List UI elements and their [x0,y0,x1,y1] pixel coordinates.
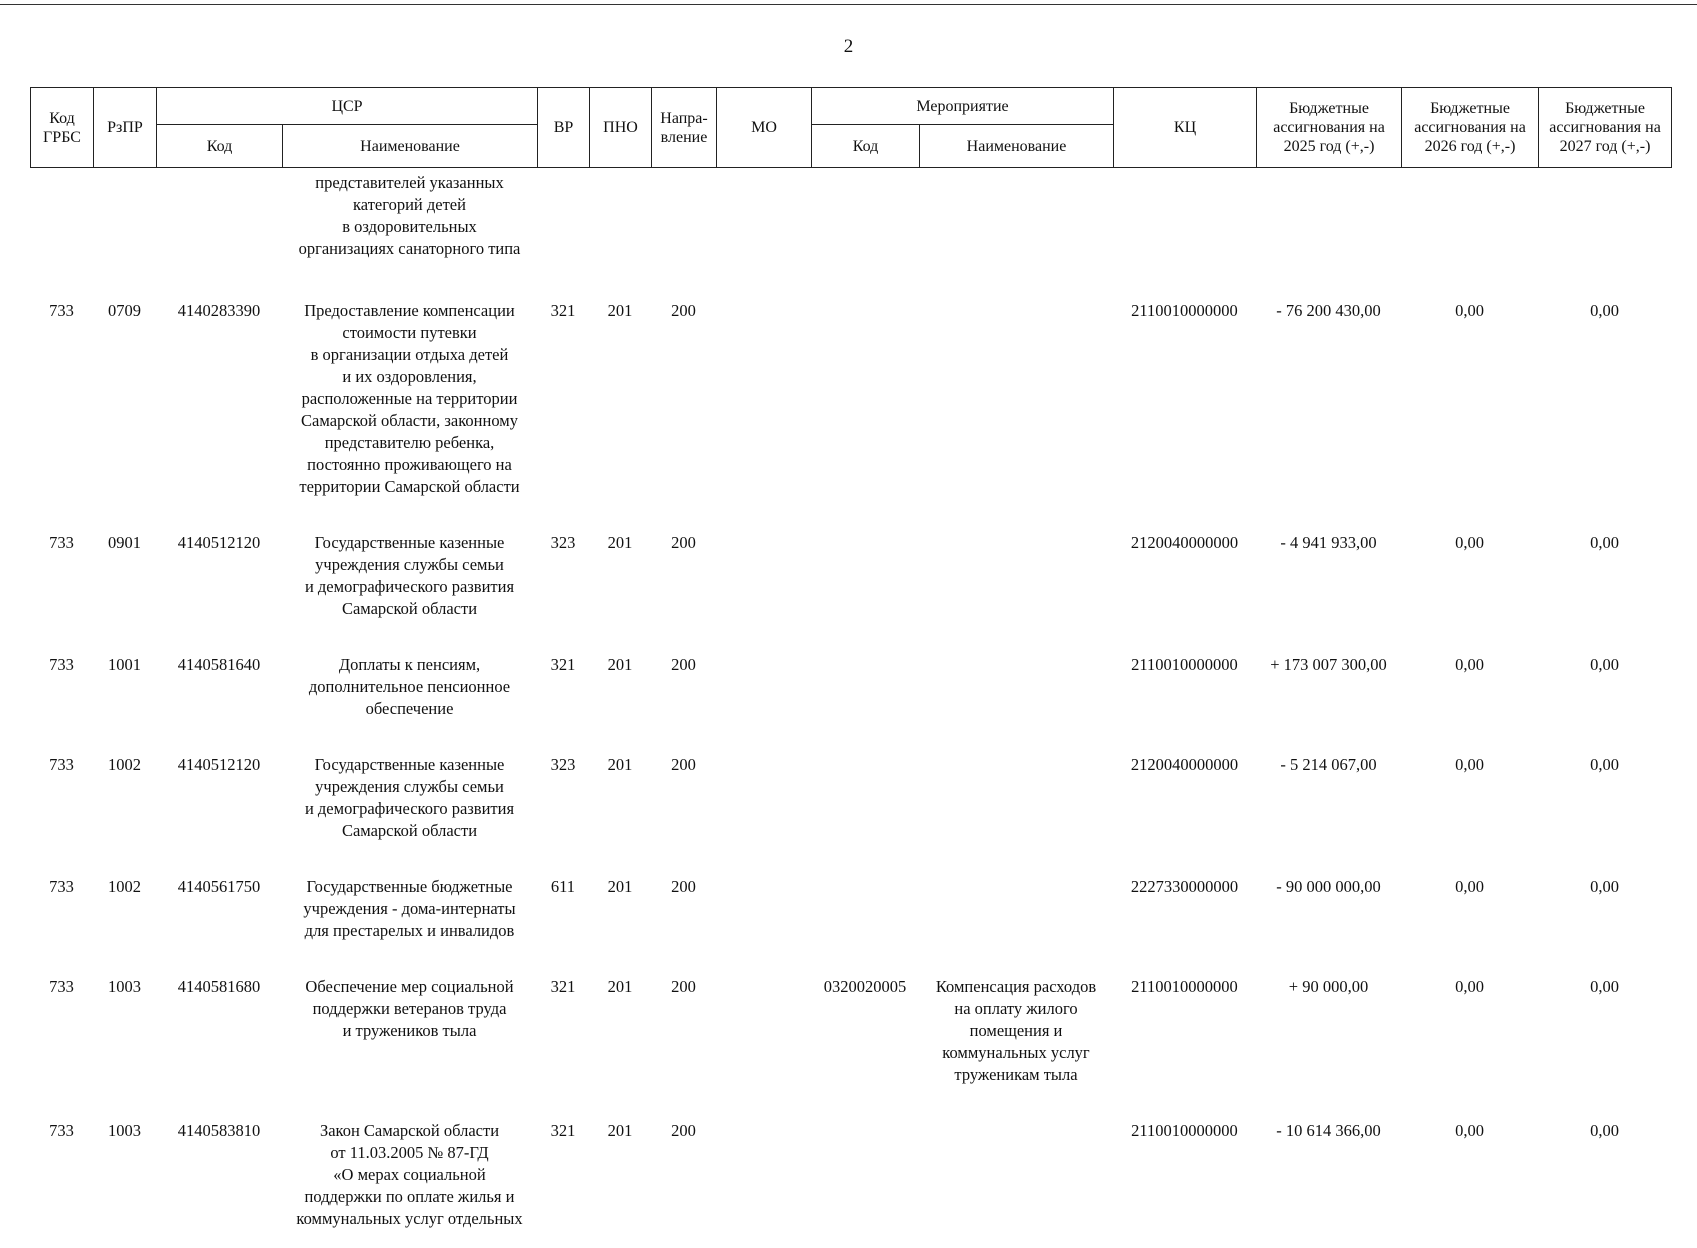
cell-budget-2025: + 90 000,00 [1288,977,1369,996]
header-mer-name: Наименование [920,125,1114,168]
cell-pno: 201 [607,301,633,320]
cell-grbs: 733 [49,755,74,774]
cell-pno: 201 [607,755,633,774]
cell-mer-kod: 0320020005 [823,977,907,996]
cell-budget-2025: - 76 200 430,00 [1276,301,1381,320]
cell-mo [716,638,811,738]
table-row [30,516,1671,638]
cell-napravlenie: 200 [671,977,696,996]
cell-budget-2027: 0,00 [1590,977,1619,996]
cell-pno: 201 [607,977,633,996]
cell-mo [716,284,811,516]
cell-csr-name: Обеспечение мер социальной поддержки ветеранов труда и тружеников тыла [305,977,514,1040]
top-rule [0,4,1697,5]
cell-grbs: 733 [49,655,74,674]
cell-mer-kod [811,1104,919,1248]
header-budget-2026: Бюджетные ассигнования на 2026 год (+,-) [1402,88,1539,168]
cell-csr-kod: 4140583810 [177,1121,261,1140]
table-row [30,960,1671,1104]
cell-budget-2026: 0,00 [1455,301,1484,320]
cell-mo [716,960,811,1104]
cell-napravlenie: 200 [671,755,696,774]
cell-budget-2027: 0,00 [1590,533,1619,552]
cell-budget-2026: 0,00 [1455,977,1484,996]
cell-mer-kod [811,516,919,638]
cell-csr-name: Закон Самарской области от 11.03.2005 № 87-ГД «О мерах социальной поддержки по оплате жилья и коммунальных услуг отдельных [296,1121,523,1228]
cell-rzpr: 0709 [108,301,141,320]
cell-mer-name [919,860,1113,960]
header-pno: ПНО [590,88,652,168]
cell-vr: 323 [550,755,576,774]
cell-vr: 611 [550,877,576,896]
cell-budget-2027: 0,00 [1590,755,1619,774]
cell-csr-name: Государственные бюджетные учреждения - дома-интернаты для престарелых и инвалидов [303,877,516,940]
cell-csr-kod: 4140561750 [177,877,261,896]
cell-budget-2026: 0,00 [1455,1121,1484,1140]
header-csr: ЦСР [157,88,538,125]
table-row [30,638,1671,738]
cell-mer-kod [811,284,919,516]
cell-csr-kod: 4140512120 [177,755,261,774]
cell-kc: 2110010000000 [1131,301,1238,320]
table-body [30,172,1671,1248]
cell-kc: 2227330000000 [1130,877,1239,896]
table-row [30,1104,1671,1248]
header-mo: МО [717,88,812,168]
header-rzpr: РзПР [94,88,157,168]
cell-csr-kod: 4140581640 [177,655,261,674]
header-mer-kod: Код [812,125,920,168]
cell-napravlenie: 200 [671,877,696,896]
header-kod-grbs: Код ГРБС [31,88,94,168]
cell-vr: 323 [550,533,576,552]
cell-kc: 2120040000000 [1130,755,1239,774]
cell-grbs: 733 [49,1121,74,1140]
header-kc: КЦ [1114,88,1257,168]
cell-csr-name: Государственные казенные учреждения службы семьи и демографического развития Самарской области [304,755,515,840]
cell-napravlenie: 200 [671,301,696,320]
table-row [30,284,1671,516]
cell-csr-kod: 4140512120 [177,533,261,552]
cell-mer-name: Компенсация расходов на оплату жилого помещения и коммунальных услуг труженикам тыла [935,977,1097,1084]
cell-rzpr: 1002 [108,877,141,896]
header-meropriyatie: Мероприятие [812,88,1114,125]
cell-budget-2026: 0,00 [1455,755,1484,774]
header-csr-kod: Код [157,125,283,168]
cell-napravlenie: 200 [671,1121,696,1140]
cell-grbs: 733 [49,877,74,896]
cell-csr-name: Доплаты к пенсиям, дополнительное пенсионное обеспечение [308,655,511,718]
cell-mer-name [919,284,1113,516]
cell-rzpr: 1002 [108,755,141,774]
cell-budget-2027: 0,00 [1590,877,1619,896]
table-row [30,738,1671,860]
cell-kc: 2110010000000 [1131,1121,1238,1140]
cell-csr-kod: 4140581680 [177,977,261,996]
cell-vr: 321 [550,655,576,674]
cell-rzpr: 1001 [108,655,141,674]
cell-napravlenie: 200 [671,655,696,674]
cell-mer-kod [811,638,919,738]
cell-mer-name [919,738,1113,860]
cell-vr: 321 [550,301,576,320]
cell-mer-kod [811,738,919,860]
cell-mer-name [919,638,1113,738]
cell-budget-2027: 0,00 [1590,1121,1619,1140]
cell-pno: 201 [607,1121,633,1140]
header-budget-2025: Бюджетные ассигнования на 2025 год (+,-) [1257,88,1402,168]
header-budget-2027: Бюджетные ассигнования на 2027 год (+,-) [1539,88,1672,168]
cell-budget-2025: - 10 614 366,00 [1276,1121,1381,1140]
cell-pno: 201 [607,877,633,896]
table-header [30,87,1672,168]
cell-budget-2025: - 4 941 933,00 [1280,533,1377,552]
cell-napravlenie: 200 [671,533,696,552]
cell-budget-2026: 0,00 [1455,655,1484,674]
cell-budget-2027: 0,00 [1590,655,1619,674]
cell-budget-2025: - 5 214 067,00 [1280,755,1377,774]
cell-mer-name [919,516,1113,638]
cell-budget-2025: + 173 007 300,00 [1270,655,1387,674]
cell-rzpr: 0901 [108,533,141,552]
cell-mo [716,1104,811,1248]
cell-vr: 321 [550,1121,576,1140]
cell-budget-2025: - 90 000 000,00 [1276,877,1381,896]
cell-kc: 2110010000000 [1131,655,1238,674]
cell-csr-name: Предоставление компенсации стоимости путевки в организации отдыха детей и их оздоровления, расположенные на территории Самарской области, законному представителю ребенка, постоянно проживающего на территории Самарской области [299,301,520,496]
cell-csr-name: Государственные казенные учреждения службы семьи и демографического развития Самарской области [304,533,515,618]
cell-kc: 2110010000000 [1131,977,1238,996]
cell-mo [716,860,811,960]
cell-budget-2026: 0,00 [1455,533,1484,552]
cell-grbs: 733 [49,301,74,320]
cell-mo [716,516,811,638]
page-number: 2 [843,36,854,57]
cell-grbs: 733 [49,977,74,996]
cell-vr: 321 [550,977,576,996]
cell-kc: 2120040000000 [1130,533,1239,552]
cell-rzpr: 1003 [108,1121,141,1140]
cell-csr-kod: 4140283390 [177,301,261,320]
header-napravlenie: Напра-вление [652,88,717,168]
header-vr: ВР [538,88,590,168]
cell-pno: 201 [607,655,633,674]
cell-mo [716,738,811,860]
cell-budget-2026: 0,00 [1455,877,1484,896]
continuation-name: представителей указанных категорий детей в оздоровительных организациях санаторного типа [298,173,521,258]
cell-grbs: 733 [49,533,74,552]
table-row [30,860,1671,960]
cell-mer-kod [811,860,919,960]
table-row-continuation [30,172,1671,284]
cell-budget-2027: 0,00 [1590,301,1619,320]
cell-pno: 201 [607,533,633,552]
cell-mer-name [919,1104,1113,1248]
header-csr-name: Наименование [283,125,538,168]
cell-rzpr: 1003 [108,977,141,996]
